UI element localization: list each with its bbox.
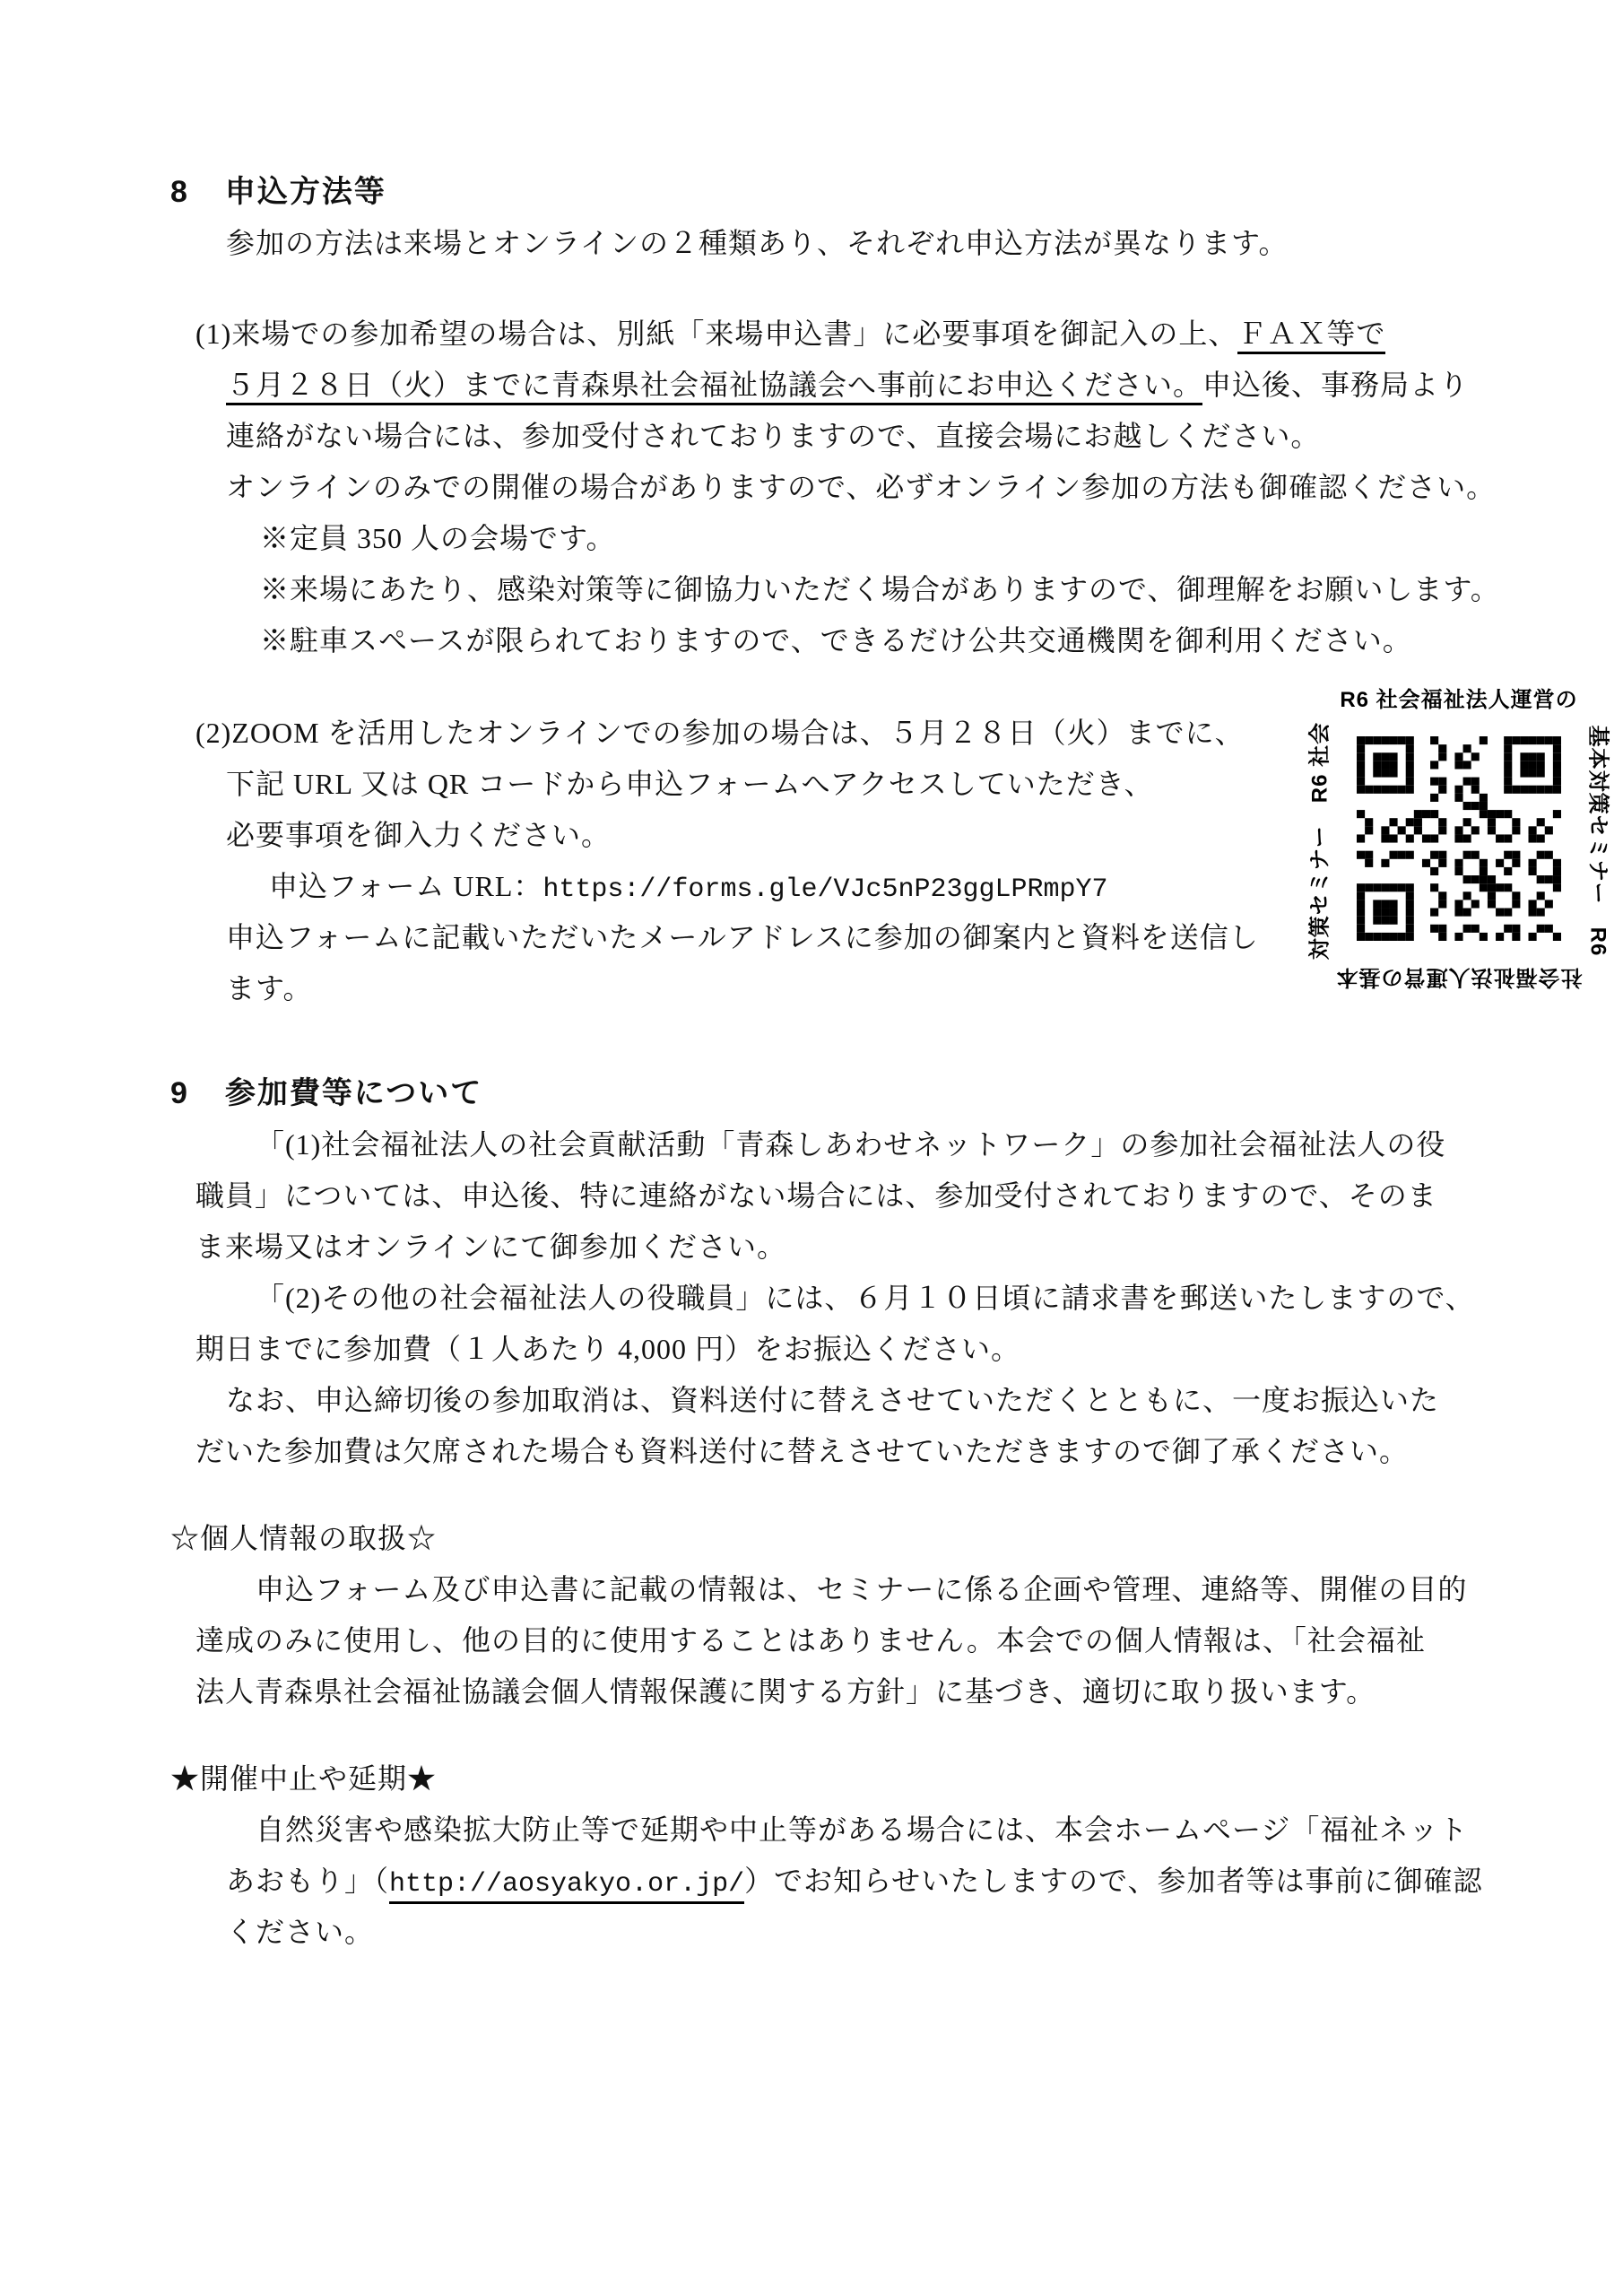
item1-line1-underlined: ＦＡＸ等で <box>1237 317 1385 354</box>
section8-number: 8 <box>170 175 189 209</box>
qr-block <box>1302 682 1616 996</box>
note-infection: ※来場にあたり、感染対策等に御協力いただく場合がありますので、御理解をお願いします。 <box>260 573 1500 605</box>
cancel-line3: ください。 <box>226 1916 375 1948</box>
section9-line5: 期日までに参加費（１人あたり 4,000 円）をお振込ください。 <box>195 1333 1021 1365</box>
form-url-label: 申込フォーム URL： <box>269 870 543 902</box>
item1-line1 <box>195 309 1623 360</box>
qr-caption-left: 対策セミナー R6 社会 <box>1307 721 1332 961</box>
section8-intro: 参加の方法は来場とオンラインの２種類あり、それぞれ申込方法が異なります。 <box>226 227 1289 259</box>
item2-line5: 申込フォームに記載いただいたメールアドレスに参加の御案内と資料を送信し <box>226 921 1259 953</box>
cancel-line2 <box>226 1856 1623 1907</box>
privacy-line2: 達成のみに使用し、他の目的に使用することはありません。本会での個人情報は、「社会福祉 <box>195 1624 1426 1657</box>
item1-line2-text: 申込後、事務局より <box>1202 369 1470 401</box>
item1-line1-text: (1)来場での参加希望の場合は、別紙「来場申込書」に必要事項を御記入の上、 <box>195 317 1238 350</box>
homepage-url-link[interactable]: http://aosyakyo.or.jp/ <box>389 1869 744 1904</box>
cancel-line2-pre: あおもり」（ <box>226 1865 390 1897</box>
form-url-link[interactable]: https://forms.gle/VJc5nP23ggLPRmpY7 <box>542 874 1108 905</box>
section8-title: 申込方法等 <box>224 175 386 209</box>
privacy-heading: ☆個人情報の取扱☆ <box>170 1522 438 1554</box>
qr-caption-top: R6 社会福祉法人運営の <box>1340 688 1578 712</box>
note-capacity: ※定員 350 人の会場です。 <box>260 522 616 554</box>
section9-number: 9 <box>170 1076 189 1110</box>
privacy-line3: 法人青森県社会福祉協議会個人情報保護に関する方針」に基づき、適切に取り扱います。 <box>195 1675 1376 1708</box>
section9-line6: なお、申込締切後の参加取消は、資料送付に替えさせていただくとともに、一度お振込いた <box>226 1384 1440 1416</box>
item2-line3: 必要事項を御入力ください。 <box>226 819 612 851</box>
qr-code-icon <box>1357 736 1561 941</box>
section9-line1: 「(1)社会福祉法人の社会貢献活動「青森しあわせネットワーク」の参加社会福祉法人の役 <box>256 1128 1446 1161</box>
cancel-line2-post: ）でお知らせいたしますので、参加者等は事前に御確認 <box>744 1865 1483 1897</box>
section9-heading <box>170 1068 1623 1119</box>
section9-line2: 職員」については、申込後、特に連絡がない場合には、参加受付されておりますので、そのま <box>195 1179 1437 1212</box>
item1-line4: オンラインのみでの開催の場合がありますので、必ずオンライン参加の方法も御確認ください。 <box>226 471 1497 503</box>
item2-line1: (2)ZOOM を活用したオンラインでの参加の場合は、５月２８日（火）までに、 <box>195 717 1245 749</box>
qr-caption-right: 基本対策セミナー R6 <box>1585 725 1610 957</box>
privacy-line1: 申込フォーム及び申込書に記載の情報は、セミナーに係る企画や管理、連絡等、開催の目的 <box>256 1573 1468 1605</box>
qr-caption-bottom: 社会福祉法人運営の基本 <box>1335 965 1583 989</box>
section9-line4: 「(2)その他の社会福祉法人の役職員」には、６月１０日頃に請求書を郵送いたしますので、 <box>256 1282 1475 1314</box>
item1-line2 <box>226 360 1623 411</box>
section8-heading <box>170 167 1623 218</box>
section9-line7: だいた参加費は欠席された場合も資料送付に替えさせていただきますので御了承ください。 <box>195 1435 1410 1467</box>
section9-line3: ま来場又はオンラインにて御参加ください。 <box>195 1231 787 1263</box>
item2-line2: 下記 URL 又は QR コードから申込フォームへアクセスしていただき、 <box>226 768 1154 800</box>
cancel-heading: ★開催中止や延期★ <box>170 1762 438 1795</box>
section9-title: 参加費等について <box>224 1076 483 1110</box>
item1-line3: 連絡がない場合には、参加受付されておりますので、直接会場にお越しください。 <box>226 420 1321 452</box>
item2-line6: ます。 <box>226 972 313 1004</box>
note-parking: ※駐車スペースが限られておりますので、できるだけ公共交通機関を御利用ください。 <box>260 624 1412 657</box>
item1-line2-underlined: ５月２８日（火）までに青森県社会福祉協議会へ事前にお申込ください。 <box>226 369 1202 405</box>
cancel-line1: 自然災害や感染拡大防止等で延期や中止等がある場合には、本会ホームページ「福祉ネット <box>256 1813 1469 1846</box>
